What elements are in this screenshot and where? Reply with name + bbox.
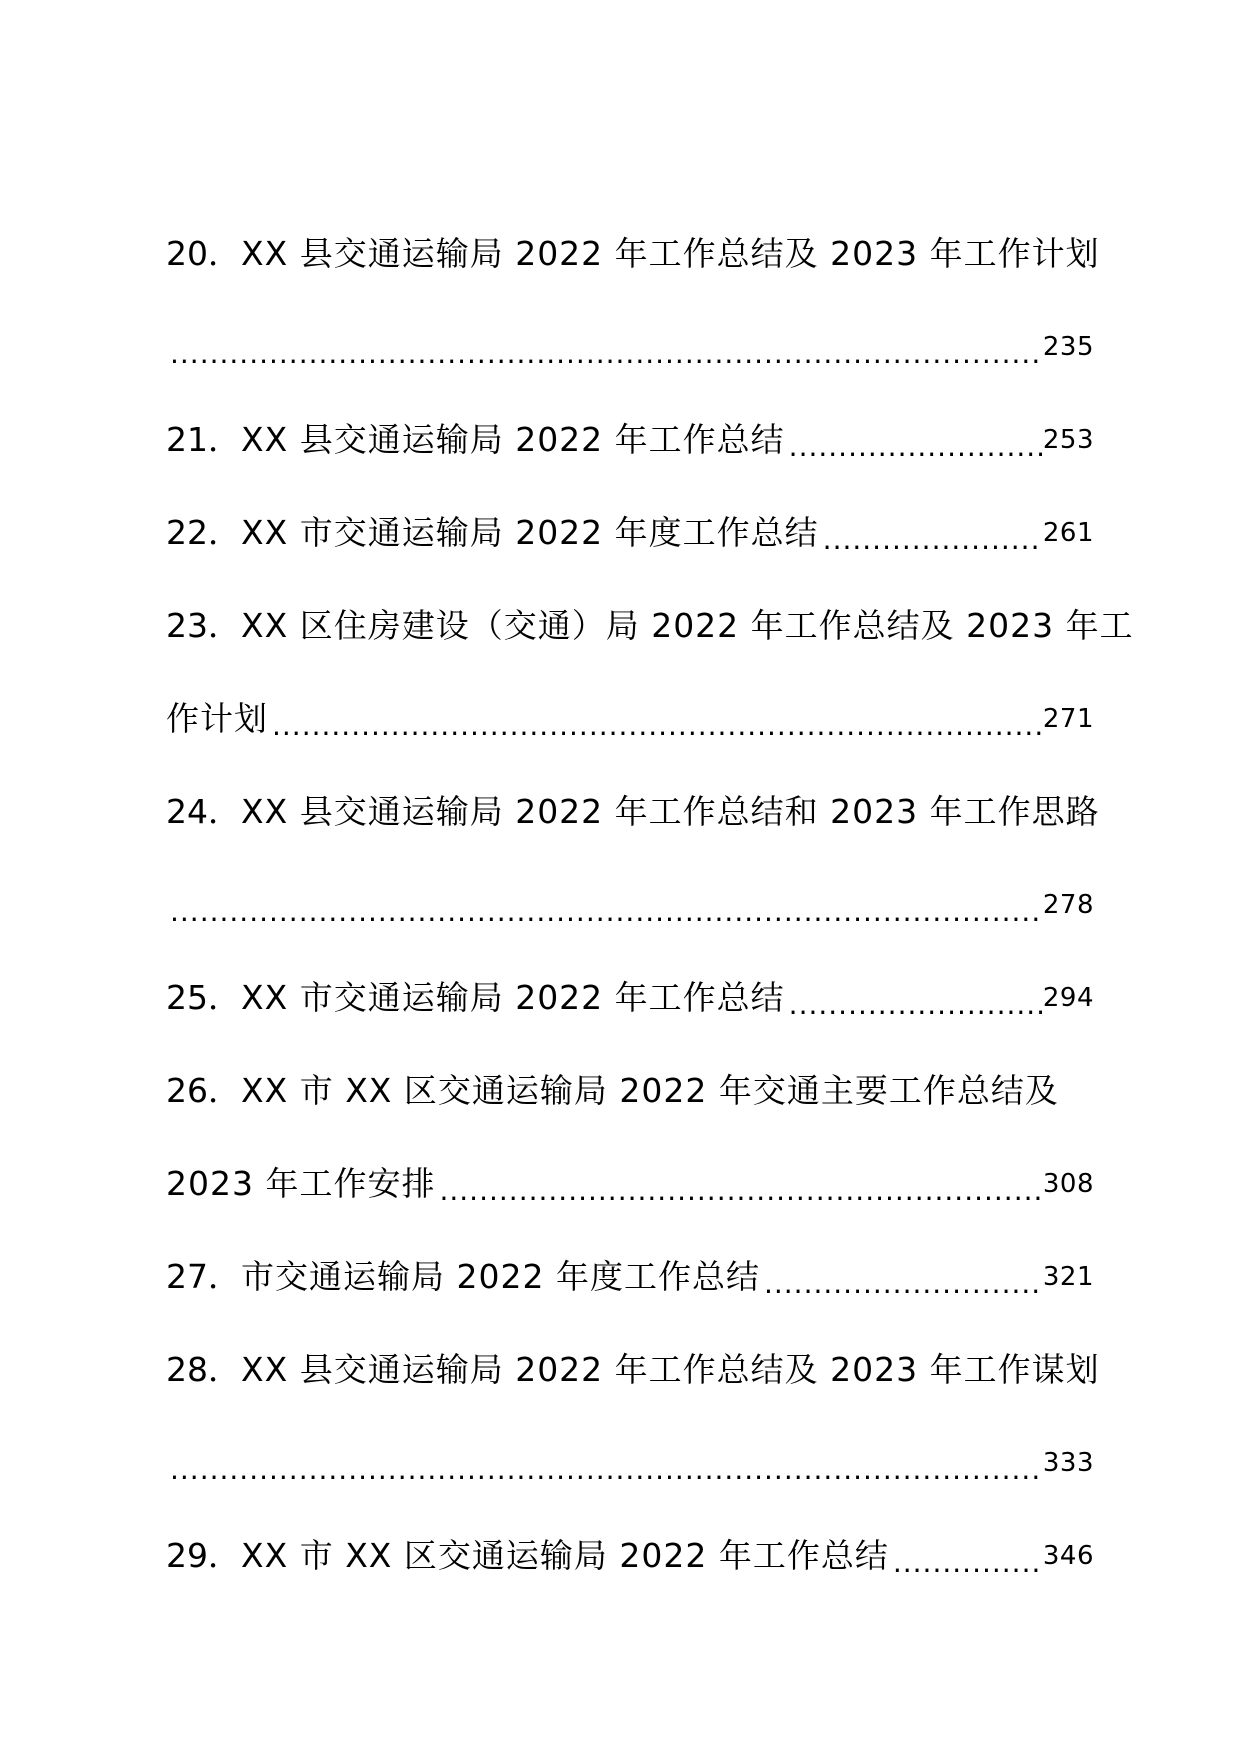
toc-leader-dots bbox=[819, 525, 1043, 555]
toc-entry-page: 333 bbox=[1042, 1448, 1094, 1478]
toc-entry-number: 25． bbox=[166, 978, 241, 1017]
toc-entry-title-line bbox=[166, 232, 1100, 276]
toc-leader-dots bbox=[889, 1548, 1043, 1578]
toc-entry-title: XX 县交通运输局 2022 年工作总结及 2023 年工作谋划 bbox=[241, 1350, 1100, 1389]
toc-entry-page: 346 bbox=[1042, 1541, 1094, 1571]
toc-entry[interactable] bbox=[166, 232, 1100, 369]
toc-entry-title: XX 县交通运输局 2022 年工作总结及 2023 年工作计划 bbox=[241, 234, 1100, 273]
toc-entry[interactable] bbox=[166, 790, 1100, 927]
toc-entry-page: 278 bbox=[1042, 890, 1094, 920]
toc-entry-title: XX 市 XX 区交通运输局 2022 年工作总结 bbox=[241, 1536, 889, 1575]
toc-entry-number: 22． bbox=[166, 513, 241, 552]
toc-leader-dots bbox=[785, 990, 1043, 1020]
toc-entry-number: 23． bbox=[166, 606, 241, 645]
toc-leader-dots bbox=[166, 1455, 1043, 1485]
toc-leader-dots bbox=[435, 1176, 1042, 1206]
toc-entry-title: XX 市 XX 区交通运输局 2022 年交通主要工作总结及 bbox=[241, 1071, 1059, 1110]
toc-entry[interactable] bbox=[166, 976, 1094, 1020]
toc-entry-number: 24． bbox=[166, 792, 241, 831]
toc-entry-page: 261 bbox=[1042, 518, 1094, 548]
toc-entry-number: 28． bbox=[166, 1350, 241, 1389]
toc-entry-title-line bbox=[166, 511, 1094, 555]
toc-entry-title-line bbox=[166, 1534, 1094, 1578]
toc-entry[interactable] bbox=[166, 604, 1134, 741]
toc-entry[interactable] bbox=[166, 1069, 1094, 1206]
toc-entry-title: 市交通运输局 2022 年度工作总结 bbox=[241, 1257, 760, 1296]
toc-entry-number: 26． bbox=[166, 1071, 241, 1110]
toc-entry-title-line bbox=[166, 418, 1094, 462]
toc-entry-number: 29． bbox=[166, 1536, 241, 1575]
toc-entry[interactable] bbox=[166, 511, 1094, 555]
toc-entry-number: 27． bbox=[166, 1257, 241, 1296]
toc-entry-title-line bbox=[166, 790, 1100, 834]
toc-entry-title: XX 县交通运输局 2022 年工作总结和 2023 年工作思路 bbox=[241, 792, 1100, 831]
toc-entry-page: 253 bbox=[1042, 425, 1094, 455]
toc-entry-title-line bbox=[166, 604, 1134, 648]
toc-entry[interactable] bbox=[166, 1348, 1100, 1485]
table-of-contents bbox=[166, 232, 1134, 1578]
toc-entry-page: 271 bbox=[1042, 704, 1094, 734]
toc-entry-title-cont: 作计划 bbox=[166, 699, 268, 738]
toc-entry-title-cont: 2023 年工作安排 bbox=[166, 1164, 436, 1203]
toc-leader-dots bbox=[785, 432, 1043, 462]
toc-entry-page: 308 bbox=[1042, 1169, 1094, 1199]
toc-entry[interactable] bbox=[166, 1255, 1094, 1299]
toc-entry-leader-line bbox=[166, 1441, 1094, 1485]
toc-leader-dots bbox=[166, 897, 1043, 927]
toc-entry-leader-line bbox=[166, 1162, 1094, 1206]
toc-entry-page: 321 bbox=[1042, 1262, 1094, 1292]
toc-entry-page: 294 bbox=[1042, 983, 1094, 1013]
toc-leader-dots bbox=[268, 711, 1043, 741]
toc-entry-leader-line bbox=[166, 697, 1094, 741]
toc-entry-title-line bbox=[166, 1255, 1094, 1299]
toc-entry-leader-line bbox=[166, 325, 1094, 369]
toc-entry-title-line bbox=[166, 976, 1094, 1020]
toc-entry-title: XX 市交通运输局 2022 年工作总结 bbox=[241, 978, 785, 1017]
toc-leader-dots bbox=[760, 1269, 1043, 1299]
toc-entry-title: XX 区住房建设（交通）局 2022 年工作总结及 2023 年工 bbox=[241, 606, 1134, 645]
toc-entry-title: XX 县交通运输局 2022 年工作总结 bbox=[241, 420, 785, 459]
toc-entry-title: XX 市交通运输局 2022 年度工作总结 bbox=[241, 513, 819, 552]
toc-entry[interactable] bbox=[166, 418, 1094, 462]
toc-entry-title-line bbox=[166, 1348, 1100, 1392]
toc-entry-title-line bbox=[166, 1069, 1094, 1113]
toc-entry[interactable] bbox=[166, 1534, 1094, 1578]
toc-entry-number: 20． bbox=[166, 234, 241, 273]
toc-leader-dots bbox=[166, 339, 1043, 369]
toc-entry-number: 21． bbox=[166, 420, 241, 459]
toc-entry-leader-line bbox=[166, 883, 1094, 927]
toc-entry-page: 235 bbox=[1042, 332, 1094, 362]
